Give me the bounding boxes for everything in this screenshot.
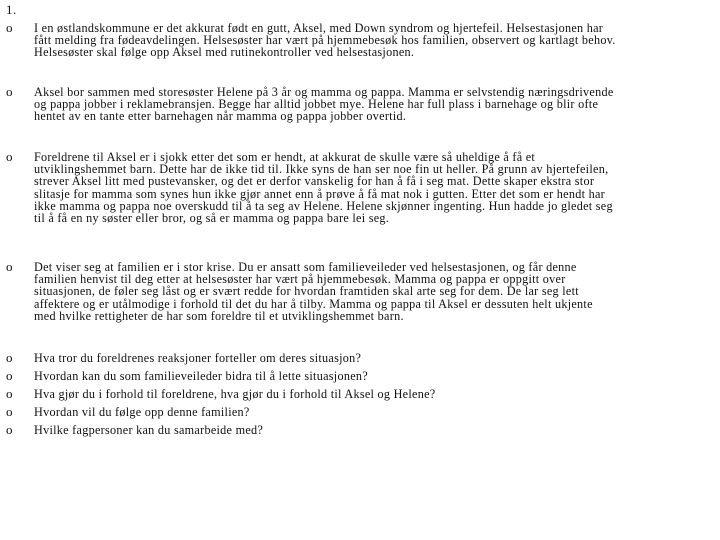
bullet-icon: o: [6, 259, 13, 274]
paragraph-text: Foreldrene til Aksel er i sjokk etter det som er hendt, at akkurat de skulle være så uheldige å få et utviklingshemmet barn. Dette har de ikke tid til. Ikke syns de han ser noe fin ut heller. På grunn av hjertefeilen, strever Aksel litt med pustevansker, og det er derfor vanskelig for han å få i seg mat. Dette skaper ekstra stor slitasje for mamma som synes hun ikke gjør annet enn å prøve å få mat nok i gutten. Etter det som er hendt har ikke mamma og pappa noe overskudd til å ta seg av Helene. Helene skjønner ingenting. Hun hadde jo gledet seg til å få en ny søster eller bror, og så er mamma og pappa bare lei seg.: [34, 150, 613, 226]
question-text: Hvordan vil du følge opp denne familien?: [34, 405, 250, 419]
bullet-icon: o: [6, 404, 13, 419]
paragraph-text: Aksel bor sammen med storesøster Helene på 3 år og mamma og pappa. Mamma er selvstendig næringsdrivende og pappa jobber i reklamebransjen. Begge har alltid jobbet mye. Helene har full plass i barnehage og blir ofte hentet av en tante etter barnehagen når mamma og pappa jobber overtid.: [34, 85, 614, 124]
bullet-icon: o: [6, 350, 13, 365]
bullet-icon: o: [6, 386, 13, 401]
paragraph-text: Det viser seg at familien er i stor krise. Du er ansatt som familieveileder ved helsestasjonen, og får denne familien henvist til deg etter at helsesøster har vært på hjemmebesøk. Mamma og pappa er oppgitt over situasjonen, de føler seg låst og er svært redde for hvordan framtiden skal arte seg for dem. De lar seg lett affektere og er utålmodige i forhold til det du har å tilby. Mamma og pappa til Aksel er dessuten helt ukjente med hvilke rettigheter de har som foreldre til et utviklingshemmet barn.: [34, 260, 593, 323]
question-text: Hva tror du foreldrenes reaksjoner forteller om deres situasjon?: [34, 351, 362, 365]
bullet-icon: o: [6, 368, 13, 383]
question-text: Hvilke fagpersoner kan du samarbeide med?: [34, 423, 264, 437]
bullet-icon: o: [6, 149, 13, 164]
bullet-icon: o: [6, 20, 13, 35]
bullet-icon: o: [6, 422, 13, 437]
list-number: 1.: [6, 2, 17, 17]
paragraph-text: I en østlandskommune er det akkurat født en gutt, Aksel, med Down syndrom og hjertefeil. Helsestasjonen har fått melding fra fødeavdelingen. Helsesøster har vært på hjemmebesøk hos familien, observert og kartlagt behov. Helsesøster skal følge opp Aksel med rutinekontroller ved helsestasjonen.: [34, 21, 616, 60]
question-text: Hva gjør du i forhold til foreldrene, hva gjør du i forhold til Aksel og Helene?: [34, 387, 436, 401]
bullet-icon: o: [6, 84, 13, 99]
question-text: Hvordan kan du som familieveileder bidra til å lette situasjonen?: [34, 369, 368, 383]
